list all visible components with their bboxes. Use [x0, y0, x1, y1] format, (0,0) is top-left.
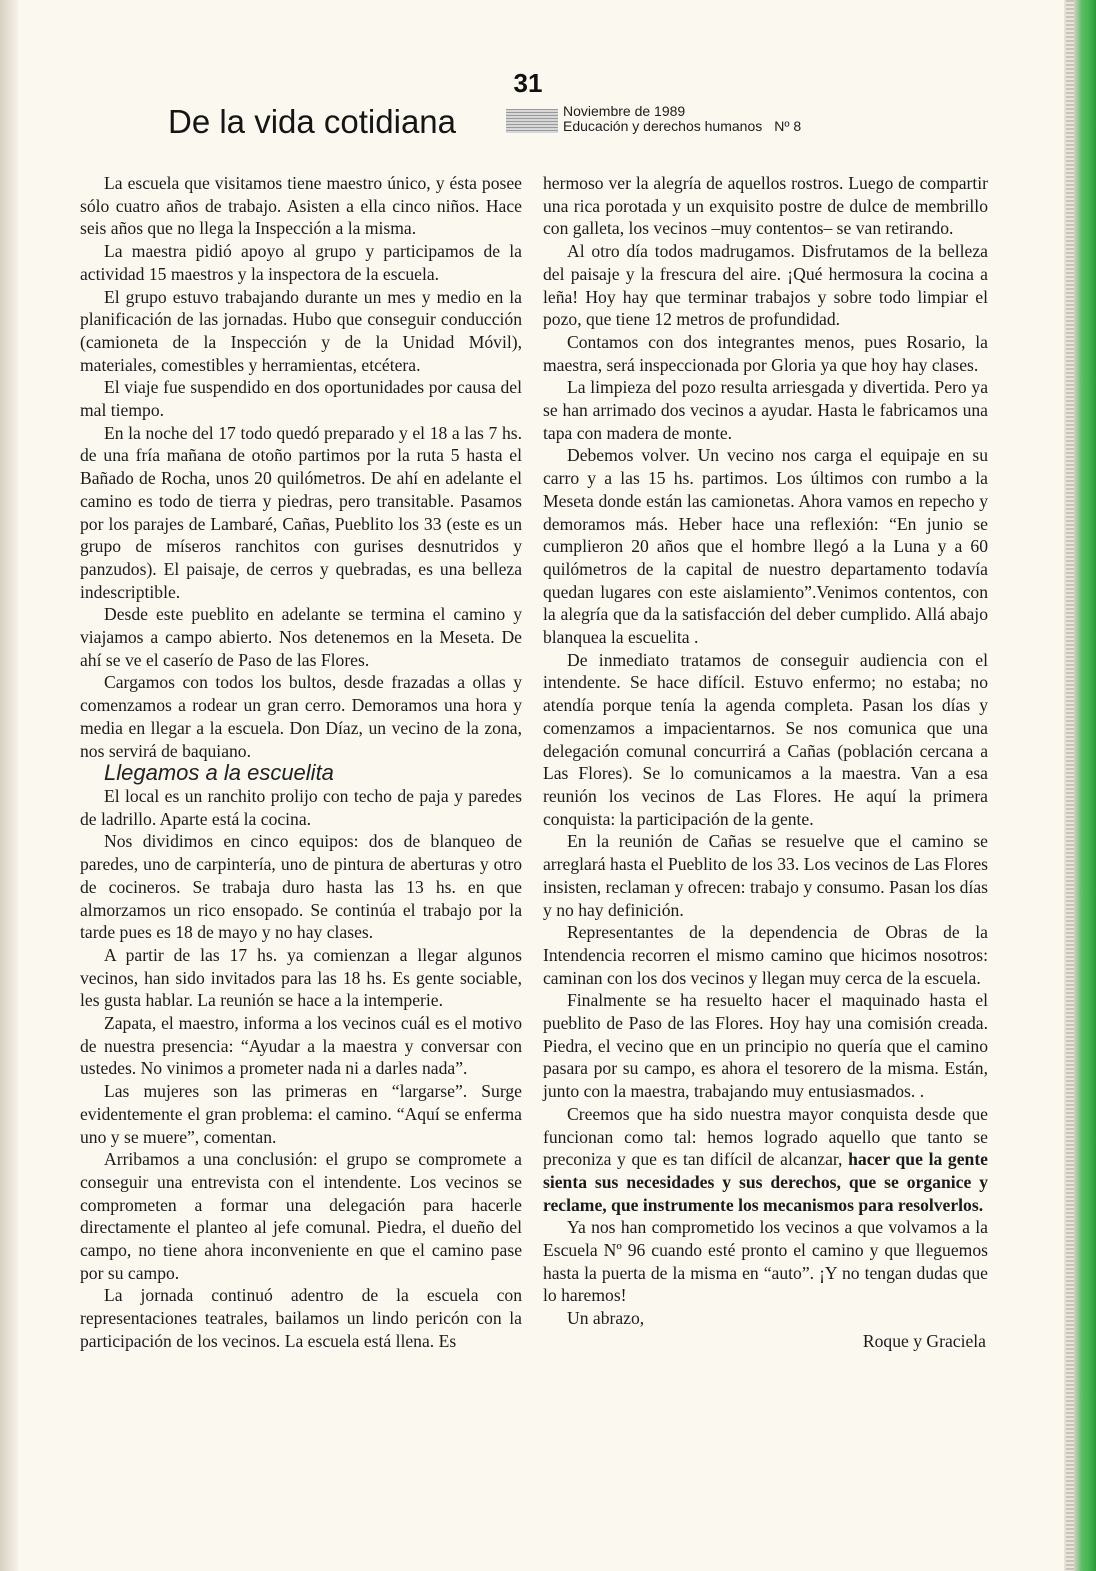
paragraph: Nos dividimos en cinco equipos: dos de blanqueo de paredes, uno de carpintería, uno de pintura de aberturas y otro de cocineros. Se trabaja duro hasta las 13 hs. en que almorzamos un rico ensopado. Se continúa el trabajo por la tarde pues es 18 de mayo y no hay clases.: [80, 831, 522, 943]
paragraph: El local es un ranchito prolijo con techo de paja y paredes de ladrillo. Aparte está la cocina.: [80, 785, 522, 829]
paragraph: La limpieza del pozo resulta arriesgada y divertida. Pero ya se han arrimado dos vecinos a ayudar. Hasta le fabricamos una tapa con madera de monte.: [543, 377, 988, 443]
paragraph: Desde este pueblito en adelante se termina el camino y viajamos a campo abierto. Nos detenemos en la Meseta. De ahí se ve el caserío de Paso de las Flores.: [80, 604, 522, 670]
paragraph: De inmediato tratamos de conseguir audiencia con el intendente. Se hace difícil. Estuvo enfermo; no estaba; no atendía porque tenía la agenda completa. Pasan los días y comenzamos a impacientarnos. Se nos comunica que una delegación comunal concurrirá a Cañas (población cercana a Las Flores). Se lo comunicamos a la maestra. Van a esa reunión los vecinos de Las Flores. He aquí la primera conquista: la participación de la gente.: [543, 649, 988, 829]
paragraph: En la reunión de Cañas se resuelve que el camino se arreglará hasta el Pueblito de los 33. Los vecinos de Las Flores insisten, reclaman y ofrecen: trabajo y consumo. Pasan los días y no hay definición.: [543, 831, 988, 920]
paragraph: A partir de las 17 hs. ya comienzan a llegar algunos vecinos, han sido invitados para las 18 hs. Es gente sociable, les gusta hablar. La reunión se hace a la intemperie.: [80, 944, 522, 1011]
paragraph-continuation: hermoso ver la alegría de aquellos rostros. Luego de compartir una rica porotada y un exquisito postre de dulce de membrillo con galleta, los vecinos –muy contentos– se van retirando.: [543, 173, 988, 239]
paragraph: Contamos con dos integrantes menos, pues Rosario, la maestra, será inspeccionada por Gloria ya que hoy hay clases.: [543, 331, 988, 375]
issue-date: Noviembre de 1989: [563, 103, 686, 119]
conquest-intro: Creemos que ha sido nuestra mayor conquista desde que funcionan como tal: hemos logrado aquello que tanto se preconiza y que es tan difícil de alcanzar,: [543, 1103, 988, 1170]
paragraph: Zapata, el maestro, informa a los vecinos cuál es el motivo de nuestra presencia: “Ayudar a la maestra y conversar con ustedes. No vinimos a prometer nada ni a darles nada”.: [80, 1013, 522, 1079]
paragraph: En la noche del 17 todo quedó preparado y el 18 a las 7 hs. de una fría mañana de otoño partimos por la ruta 5 hasta el Bañado de Rocha, unos 20 quilómetros. De ahí en adelante el camino es todo de tierra y piedras, pero transitable. Pasamos por los parajes de Lambaré, Cañas, Pueblito los 33 (este es un grupo de míseros ranchitos con gurises desnutridos y panzudos). El paisaje, de cerros y quebradas, es una belleza indescriptible.: [80, 422, 522, 602]
publication-name: Educación y derechos humanos: [563, 118, 763, 134]
page-gutter-shadow: [0, 0, 18, 1571]
farewell: Un abrazo,: [567, 1308, 645, 1329]
title-decorative-bar: [506, 109, 558, 133]
paragraph: La escuela que visitamos tiene maestro único, y ésta posee sólo cuatro años de trabajo. Asisten a ella cinco niños. Hace seis años que no llega la Inspección a la misma.: [80, 173, 522, 239]
paragraph: Ya nos han comprometido los vecinos a que volvamos a la Escuela Nº 96 cuando esté pronto el camino y que lleguemos hasta la puerta de la misma en “auto”. ¡Y no tengan dudas que lo haremos!: [543, 1217, 988, 1306]
subheading: Llegamos a la escuelita: [104, 760, 334, 786]
paragraph: Cargamos con todos los bultos, desde frazadas a ollas y comenzamos a rodear un gran cerro. Demoramos una hora y media en llegar a la escuela. Don Díaz, un vecino de la zona, nos servirá de baquiano.: [80, 672, 522, 761]
paragraph: El grupo estuvo trabajando durante un mes y medio en la planificación de las jornadas. Hubo que conseguir conducción (camioneta de la Inspección y de la Unidad Móvil), materiales, comestibles y herramientas, etcétera.: [80, 286, 522, 375]
left-column: [80, 172, 522, 1353]
conquest-emphasis: hacer que la gente sienta sus necesidades y sus derechos, que se organice y reclame, que instrumente los mecanismos para resolverlos.: [543, 1149, 988, 1215]
paragraph: Al otro día todos madrugamos. Disfrutamos de la belleza del paisaje y la frescura del aire. ¡Qué hermosura la cocina a leña! Hoy hay que terminar trabajos y sobre todo limpiar el pozo, que tiene 12 metros de profundidad.: [543, 241, 988, 330]
paragraph: Debemos volver. Un vecino nos carga el equipaje en su carro y a las 15 hs. partimos. Los últimos con rumbo a la Meseta donde están las camionetas. Ahora vamos en repecho y demoramos más. Heber hace una reflexión: “En junio se cumplieron 20 años que el hombre llegó a la Luna y a 60 quilómetros de la capital de nuestro departamento todavía quedan lugares con este aislamiento”.Venimos contentos, con la alegría que da la satisfacción del deber cumplido. Allá abajo blanquea la escuelita .: [543, 445, 988, 648]
paragraph: La jornada continuó adentro de la escuela con representaciones teatrales, bailamos un lindo pericón con la participación de los vecinos. La escuela está llena. Es: [80, 1285, 522, 1351]
page-number: 31: [513, 68, 543, 98]
issue-publication-line: [563, 119, 801, 134]
paragraph: El viaje fue suspendido en dos oportunidades por causa del mal tiempo.: [80, 377, 522, 421]
paragraph: La maestra pidió apoyo al grupo y participamos de la actividad 15 maestros y la inspectora de la escuela.: [80, 241, 522, 284]
paragraph: Finalmente se ha resuelto hacer el maquinado hasta el pueblito de Paso de las Flores. Hoy hay una comisión creada. Piedra, el vecino que en un principio no quería que el camino pasara por su campo, es ahora el tesorero de la misma. Están, junto con la maestra, trabajando muy entusiasmados. .: [543, 990, 988, 1102]
issue-number: Nº 8: [774, 118, 802, 134]
paragraph: Arribamos a una conclusión: el grupo se compromete a conseguir una entrevista con el intendente. Los vecinos se comprometen a formar una delegación para hacerle directamente el planteo al jefe comunal. Piedra, el dueño del campo, no tiene ahora inconveniente en que el camino pase por su campo.: [80, 1149, 522, 1283]
paragraph: Representantes de la dependencia de Obras de la Intendencia recorren el mismo camino que hicimos nosotros: caminan con los dos vecinos y llegan muy cerca de la escuela.: [543, 922, 988, 988]
paragraph: Las mujeres son las primeras en “largarse”. Surge evidentemente el gran problema: el camino. “Aquí se enferma uno y se muere”, comentan.: [80, 1081, 522, 1147]
right-column: [543, 172, 988, 1353]
section-title: De la vida cotidiana: [168, 103, 457, 140]
page-edge-green-strip: [1064, 0, 1096, 1571]
conquest-paragraph: [543, 1103, 988, 1217]
signature: Roque y Graciela: [862, 1330, 986, 1351]
issue-info: [563, 104, 801, 134]
